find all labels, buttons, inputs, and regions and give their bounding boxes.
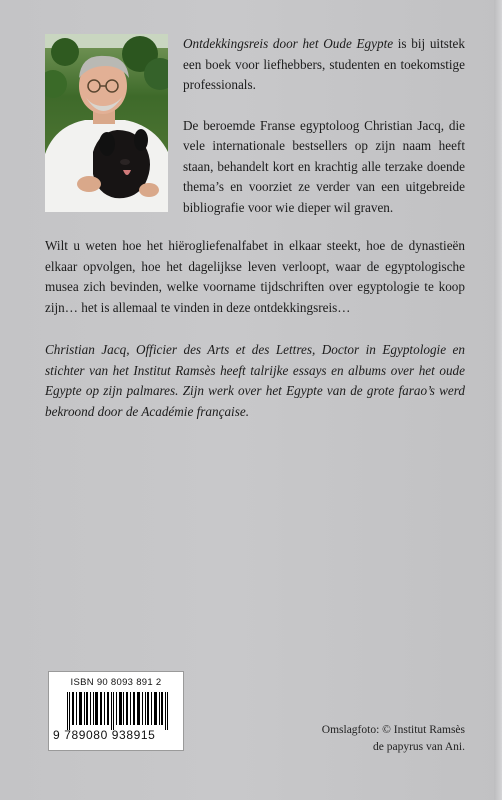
body-text — [45, 236, 465, 444]
intro-paragraph-1-rest: is bij uitstek een boek voor liefhebbers, studenten en toekomstige professionals. — [183, 36, 465, 92]
intro-text — [183, 34, 465, 239]
intro-paragraph-2: De beroemde Franse egyptoloog Christian Jacq, die vele internationale bestsellers op zijn naam heeft staan, behandelt kort en krachtig alle terzake doende thema’s en voorziet ze verder van een uitgebreide bibliografie voor wie dieper wil graven. — [183, 117, 465, 215]
author-bio: Christian Jacq, Officier des Arts et des Lettres, Doctor in Egyptologie en stichter van het Institut Ramsès heeft talrijke essays en albums over het oude Egypte op zijn palmares. Zijn werk over het Egypte van de grote farao’s werd bekroond door de Académie française. — [45, 342, 465, 419]
cover-edge — [494, 0, 502, 800]
isbn-label: ISBN 90 8093 891 2 — [70, 677, 162, 688]
ean-number: 9 789080 938915 — [53, 728, 156, 742]
photo-credit-line-1: Omslagfoto: © Institut Ramsès — [321, 724, 465, 736]
barcode-bars — [57, 692, 175, 730]
author-photo — [45, 34, 168, 212]
body-paragraph-contents: Wilt u weten hoe het hiërogliefenalfabet in elkaar steekt, hoe de dynastieën elkaar opvolgen, hoe het dagelijkse leven verloopt, waar de egyptologische musea zich bevinden, welke voorname tijdschriften over egyptologie te koop zijn… het is allemaal te vinden in deze ontdekkingsreis… — [45, 238, 465, 315]
isbn-barcode — [48, 671, 184, 751]
photo-credit-line-2: de papyrus van Ani. — [373, 741, 465, 753]
photo-credit — [300, 722, 465, 756]
intro-paragraph-1 — [183, 34, 465, 96]
book-title: Ontdekkingsreis door het Oude Egypte — [183, 36, 394, 51]
